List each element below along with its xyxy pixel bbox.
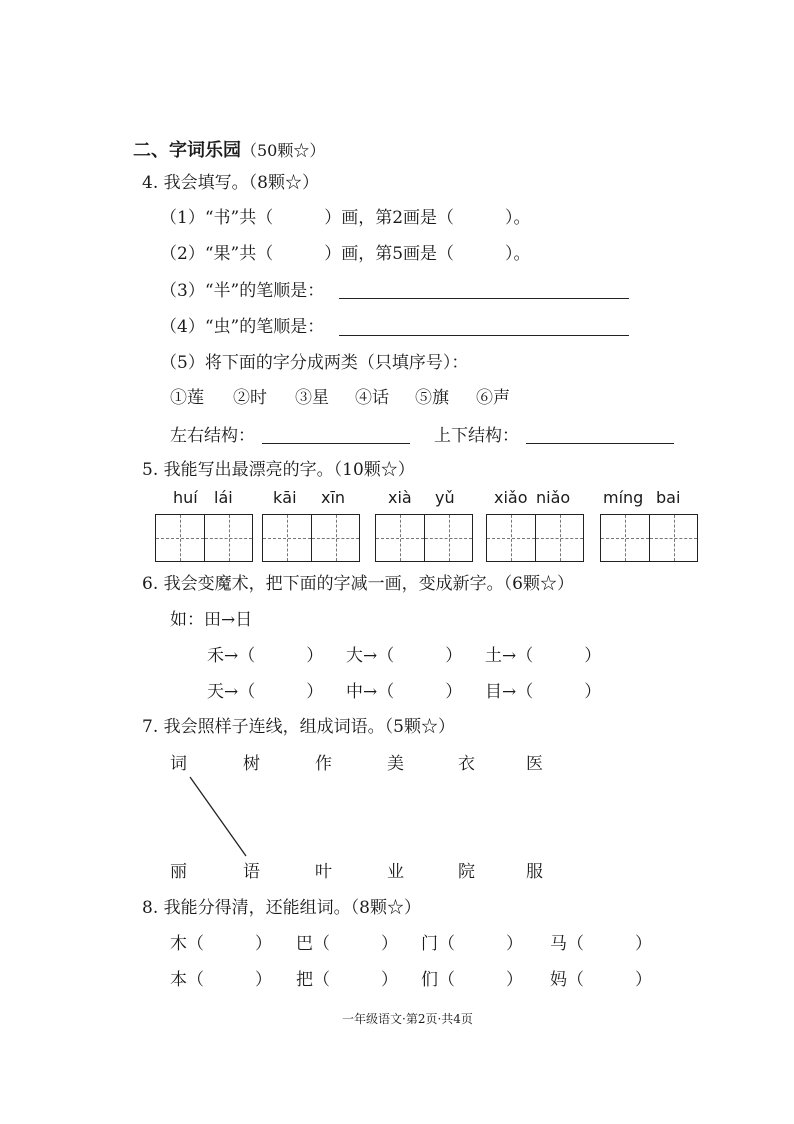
pinyin: xià <box>388 488 412 507</box>
bottom-char[interactable]: 院 <box>458 862 475 882</box>
q6-item: 大→（ ） <box>346 646 463 666</box>
top-char[interactable]: 词 <box>170 754 187 774</box>
section-score: （50颗☆） <box>241 141 326 160</box>
q6-item: 禾→（ ） <box>207 646 324 666</box>
q8-item: 门（ ） <box>421 934 523 954</box>
page-footer: 一年级语文·第2页·共4页 <box>342 1012 473 1026</box>
top-char[interactable]: 树 <box>243 754 260 774</box>
top-char[interactable]: 美 <box>387 754 404 774</box>
bottom-char[interactable]: 叶 <box>315 862 332 882</box>
q8-item: 本（ ） <box>170 970 272 990</box>
q8-item: 们（ ） <box>421 970 523 990</box>
q6-example: 如：田→日 <box>170 610 253 630</box>
q4-line-5: （5）将下面的字分成两类（只填序号）： <box>160 353 469 373</box>
question-8-title: 8. 我能分得清，还能组词。（8颗☆） <box>142 898 421 918</box>
pinyin: xiǎo <box>494 488 528 507</box>
pinyin: xīn <box>321 488 346 507</box>
section-title-text: 二、字词乐园 <box>133 140 241 161</box>
q8-item: 木（ ） <box>170 934 272 954</box>
question-7-title: 7. 我会照样子连线，组成词语。（5颗☆） <box>142 717 455 737</box>
q6-item: 天→（ ） <box>207 682 324 702</box>
pinyin: huí <box>173 488 198 507</box>
option-5: ⑤旗 <box>415 388 449 408</box>
option-1: ①莲 <box>170 388 204 408</box>
bottom-char[interactable]: 丽 <box>170 862 187 882</box>
pinyin: míng <box>603 488 644 507</box>
q4-line-4: （4）“虫”的笔顺是： <box>160 317 325 337</box>
q4-line-2: （2）“果”共（ ）画，第5画是（ ）。 <box>160 244 531 264</box>
q8-item: 巴（ ） <box>296 934 398 954</box>
top-char[interactable]: 医 <box>526 754 543 774</box>
pinyin: niǎo <box>536 488 571 507</box>
option-2: ②时 <box>233 388 267 408</box>
question-4-title: 4. 我会填写。（8颗☆） <box>142 173 319 193</box>
q4-line-3: （3）“半”的笔顺是： <box>160 281 325 301</box>
q4-line-1: （1）“书”共（ ）画，第2画是（ ）。 <box>160 208 531 228</box>
q6-item: 中→（ ） <box>346 682 463 702</box>
pinyin: yǔ <box>435 488 455 507</box>
q6-item: 目→（ ） <box>485 682 602 702</box>
option-6: ⑥声 <box>476 388 510 408</box>
top-char[interactable]: 衣 <box>458 754 475 774</box>
bottom-char[interactable]: 语 <box>243 862 260 882</box>
pinyin: lái <box>214 488 233 507</box>
option-3: ③星 <box>295 388 329 408</box>
q6-item: 土→（ ） <box>485 646 602 666</box>
bottom-char[interactable]: 服 <box>526 862 543 882</box>
q8-item: 马（ ） <box>550 934 652 954</box>
question-5-title: 5. 我能写出最漂亮的字。（10颗☆） <box>142 460 415 480</box>
question-6-title: 6. 我会变魔术，把下面的字减一画，变成新字。（6颗☆） <box>142 574 574 594</box>
option-4: ④话 <box>355 388 389 408</box>
pinyin: kāi <box>273 488 297 507</box>
top-char[interactable]: 作 <box>315 754 332 774</box>
q8-item: 妈（ ） <box>550 970 652 990</box>
bottom-char[interactable]: 业 <box>387 862 404 882</box>
pinyin: bai <box>656 488 681 507</box>
top-bottom-label: 上下结构： <box>434 426 519 446</box>
left-right-label: 左右结构： <box>170 426 255 446</box>
q8-item: 把（ ） <box>296 970 398 990</box>
